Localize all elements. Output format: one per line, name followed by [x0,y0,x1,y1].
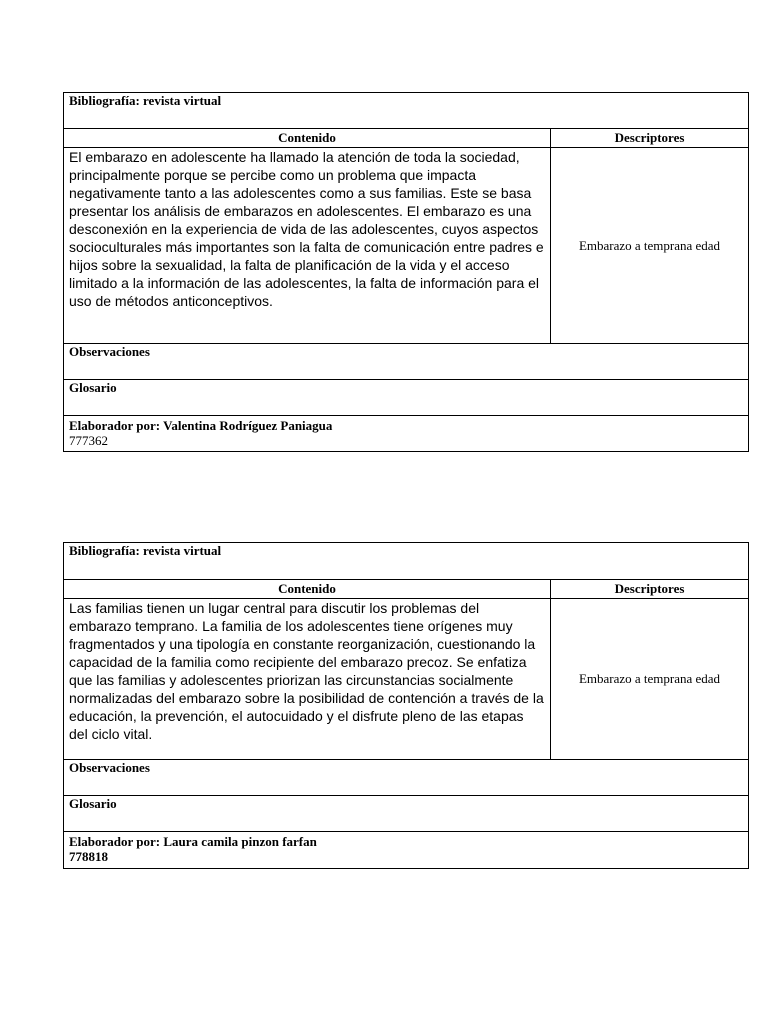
observaciones-label: Observaciones [64,344,749,380]
observaciones-label: Observaciones [64,760,749,796]
descriptores-header: Descriptores [551,580,749,599]
elaborador-name: Elaborador por: Laura camila pinzon farfan [69,834,317,849]
descriptores-text: Embarazo a temprana edad [551,599,749,760]
bibliografia-label: Bibliografía: revista virtual [64,543,749,580]
contenido-header: Contenido [64,129,551,148]
elaborador-cell [64,416,749,452]
descriptores-header: Descriptores [551,129,749,148]
bibliografia-label: Bibliografía: revista virtual [64,93,749,129]
descriptores-text: Embarazo a temprana edad [551,148,749,344]
elaborador-cell [64,832,749,869]
glosario-label: Glosario [64,796,749,832]
contenido-text: Las familias tienen un lugar central para discutir los problemas del embarazo temprano. La familia de los adolescentes tiene orígenes muy fragmentados y una tipología en constante reorganización, cuestionando la capacidad de la familia como recipiente del embarazo precoz. Se enfatiza que las familias y adolescentes priorizan las circunstancias socialmente normalizadas del embarazo sobre la posibilidad de contención a través de la educación, la prevención, el autocuidado y el disfrute pleno de las etapas del ciclo vital. [64,599,551,760]
glosario-label: Glosario [64,380,749,416]
ficha-card-2 [63,542,749,869]
ficha-card-1 [63,92,749,452]
contenido-text: El embarazo en adolescente ha llamado la atención de toda la sociedad, principalmente porque se percibe como un problema que impacta negativamente tanto a las adolescentes como a sus familias. Este se basa presentar los análisis de embarazos en adolescentes. El embarazo es una desconexión en la experiencia de vida de las adolescentes, cuyos aspectos socioculturales más importantes son la falta de comunicación entre padres e hijos sobre la sexualidad, la falta de planificación de la vida y el acceso limitado a la información de las adolescentes, la falta de información para el uso de métodos anticonceptivos. [64,148,551,344]
contenido-header: Contenido [64,580,551,599]
elaborador-name: Elaborador por: Valentina Rodríguez Paniagua [69,418,333,433]
elaborador-code: 778818 [69,849,108,864]
elaborador-code: 777362 [69,433,108,448]
